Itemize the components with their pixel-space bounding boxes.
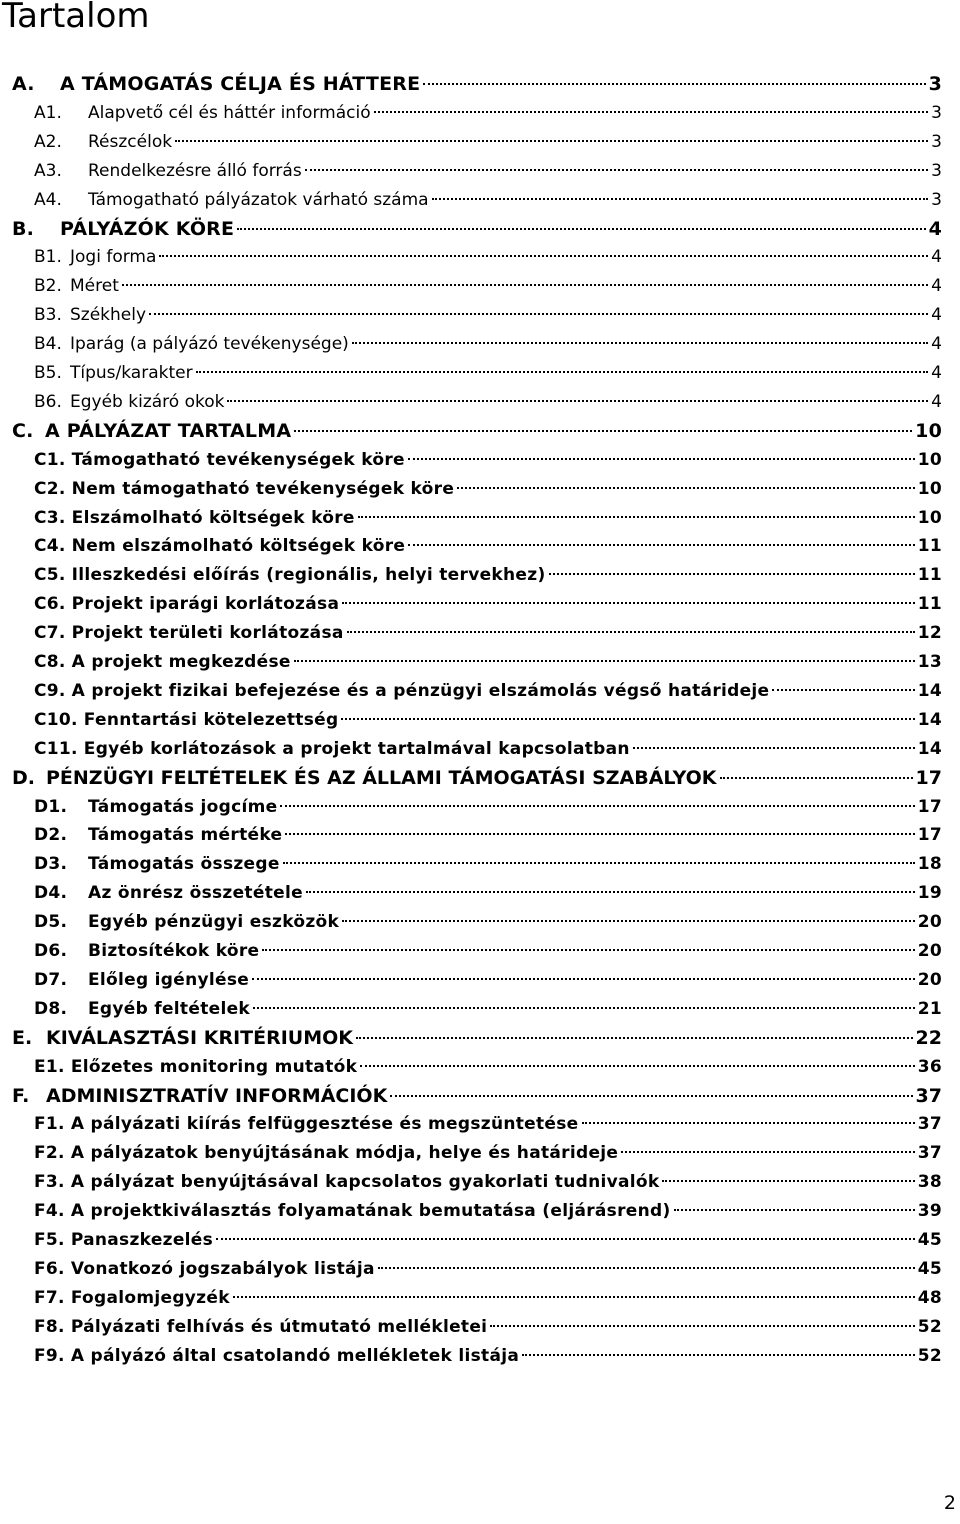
toc-entry-page: 17: [917, 825, 942, 846]
toc-entry-label: A pályázati kiírás felfüggesztése és megszüntetése: [70, 1114, 579, 1135]
toc-entry[interactable]: [34, 330, 942, 358]
toc-entry-label: Panaszkezelés: [70, 1230, 214, 1250]
toc-entry-label: A pályázatok benyújtásának módja, helye és határideje: [70, 1143, 619, 1164]
toc-entry-label: Elszámolható költségek köre: [71, 507, 355, 528]
toc-entry[interactable]: [34, 793, 942, 821]
dot-leader: [216, 1238, 915, 1240]
toc-entry-number: C6.: [34, 594, 66, 615]
toc-entry-page: 38: [917, 1172, 942, 1193]
toc-entry-label: Támogatás mértéke: [88, 825, 283, 846]
toc-entry-label: Méret: [70, 276, 119, 297]
toc-entry-page: 21: [917, 998, 942, 1019]
toc-entry-number: D8.: [34, 998, 68, 1019]
toc-entry-label: Rendelkezésre álló forrás: [88, 160, 302, 181]
toc-entry[interactable]: [34, 243, 942, 271]
dot-leader: [196, 371, 929, 373]
dot-leader: [356, 1037, 913, 1039]
dot-leader: [294, 660, 915, 662]
toc-entry-number: C8.: [34, 652, 66, 672]
page-title: Tartalom: [2, 0, 150, 36]
toc-entry-number: D5.: [34, 912, 68, 933]
toc-entry-number: A.: [12, 73, 35, 95]
toc-entry[interactable]: [34, 1110, 942, 1138]
toc-entry-page: 10: [917, 449, 942, 470]
toc-entry-label: Vonatkozó jogszabályok listája: [70, 1258, 375, 1279]
toc-entry-number: C1.: [34, 449, 66, 470]
toc-entry-number: A3.: [34, 160, 62, 181]
dot-leader: [285, 833, 914, 835]
dot-leader: [305, 169, 928, 171]
toc-entry-label: Egyéb pénzügyi eszközök: [88, 912, 340, 933]
toc-entry-number: C7.: [34, 623, 66, 644]
toc-entry[interactable]: [34, 446, 942, 474]
dot-leader: [159, 255, 928, 257]
toc-entry-page: 52: [917, 1345, 942, 1366]
toc-entry-page: 4: [931, 334, 942, 355]
toc-entry-page: 11: [917, 565, 942, 586]
toc-entry-label: Székhely: [70, 305, 147, 326]
toc-entry-number: F3.: [34, 1172, 65, 1193]
toc-entry-label: Nem támogatható tevékenységek köre: [71, 478, 455, 499]
toc-entry-number: A1.: [34, 102, 62, 123]
dot-leader: [408, 544, 915, 546]
toc-entry[interactable]: [34, 1139, 942, 1167]
toc-entry[interactable]: [12, 1024, 942, 1052]
toc-entry-number: C11.: [34, 738, 78, 759]
toc-entry-number: C4.: [34, 536, 66, 557]
toc-entry[interactable]: [34, 157, 942, 185]
toc-entry-number: C2.: [34, 478, 66, 499]
toc-entry[interactable]: [12, 70, 942, 98]
page-number: 2: [943, 1492, 956, 1514]
dot-leader: [280, 805, 914, 807]
toc-entry-number: D3.: [34, 854, 68, 875]
toc-entry-page: 3: [931, 189, 942, 210]
dot-leader: [390, 1095, 912, 1097]
toc-entry-page: 17: [915, 766, 942, 789]
toc-entry[interactable]: [34, 359, 942, 387]
toc-entry-page: 10: [915, 419, 942, 442]
toc-entry-label: Az önrész összetétele: [88, 883, 303, 904]
toc-entry-label: PÉNZÜGYI FELTÉTELEK ÉS AZ ÁLLAMI TÁMOGATÁSI SZABÁLYOK: [46, 766, 717, 789]
dot-leader: [621, 1151, 914, 1153]
toc-entry[interactable]: [34, 1255, 942, 1283]
toc-entry-page: 10: [917, 507, 942, 528]
toc-entry-label: A projekt megkezdése: [71, 652, 291, 672]
dot-leader: [233, 1296, 915, 1298]
toc-entry-number: C.: [12, 419, 34, 442]
dot-leader: [378, 1267, 915, 1269]
toc-entry[interactable]: [34, 995, 942, 1023]
toc-entry-label: A projektkiválasztás folyamatának bemutatása (eljárásrend): [70, 1201, 671, 1222]
toc-entry[interactable]: [34, 99, 942, 127]
toc-entry-number: C10.: [34, 709, 78, 730]
toc-entry-label: Alapvető cél és háttér információ: [88, 102, 371, 123]
dot-leader: [360, 1065, 915, 1067]
dot-leader: [352, 342, 928, 344]
toc-entry-number: D6.: [34, 941, 68, 961]
toc-entry-label: Részcélok: [88, 131, 173, 152]
toc-entry-label: KIVÁLASZTÁSI KRITÉRIUMOK: [46, 1026, 354, 1049]
dot-leader: [720, 777, 913, 779]
dot-leader: [237, 228, 925, 230]
dot-leader: [122, 284, 928, 286]
toc-entry[interactable]: [34, 1168, 942, 1196]
toc-entry-number: D.: [12, 766, 35, 789]
toc-entry[interactable]: [12, 1082, 942, 1110]
toc-entry-page: 39: [917, 1201, 942, 1222]
toc-entry-page: 4: [931, 363, 942, 383]
toc-entry-page: 3: [931, 102, 942, 123]
toc-entry-page: 37: [917, 1143, 942, 1164]
dot-leader: [294, 430, 912, 432]
toc-entry-number: F4.: [34, 1201, 65, 1222]
toc-entry-page: 12: [917, 623, 942, 644]
toc-entry-number: A4.: [34, 189, 62, 210]
dot-leader: [227, 400, 928, 402]
toc-entry-label: Illeszkedési előírás (regionális, helyi tervekhez): [71, 565, 546, 586]
toc-entry-page: 4: [931, 391, 942, 412]
toc-entry[interactable]: [34, 1342, 942, 1370]
toc-entry[interactable]: [34, 475, 942, 503]
toc-entry[interactable]: [34, 648, 942, 676]
toc-entry-number: B1.: [34, 247, 62, 268]
dot-leader: [253, 1007, 915, 1009]
toc-entry-page: 45: [917, 1258, 942, 1279]
dot-leader: [342, 602, 915, 604]
toc-entry[interactable]: [34, 301, 942, 329]
toc-entry-number: B3.: [34, 305, 62, 326]
dot-leader: [252, 978, 915, 980]
toc-entry-page: 10: [917, 478, 942, 499]
toc-entry[interactable]: [34, 504, 942, 532]
toc-entry[interactable]: [34, 1197, 942, 1225]
toc-entry[interactable]: [34, 1284, 942, 1312]
toc-entry-page: 18: [917, 854, 942, 875]
toc-entry-number: D7.: [34, 969, 68, 990]
dot-leader: [582, 1122, 915, 1124]
toc-entry-page: 14: [917, 738, 942, 759]
dot-leader: [432, 198, 929, 200]
toc-entry-page: 4: [931, 276, 942, 297]
toc-entry-label: Előleg igénylése: [88, 969, 250, 990]
toc-entry-page: 3: [931, 131, 942, 152]
toc-entry-page: 14: [917, 709, 942, 730]
dot-leader: [262, 949, 914, 951]
toc-entry[interactable]: [12, 215, 942, 243]
dot-leader: [457, 487, 915, 489]
dot-leader: [408, 458, 915, 460]
toc-entry-number: F1.: [34, 1114, 65, 1135]
toc-entry-page: 3: [928, 73, 942, 95]
toc-entry[interactable]: [34, 272, 942, 300]
toc-entry-page: 11: [917, 536, 942, 557]
dot-leader: [358, 516, 915, 518]
toc-entry-label: A TÁMOGATÁS CÉLJA ÉS HÁTTERE: [60, 73, 421, 95]
toc-entry-page: 11: [917, 594, 942, 615]
toc-entry-label: Egyéb korlátozások a projekt tartalmával kapcsolatban: [83, 738, 630, 759]
dot-leader: [490, 1325, 914, 1327]
toc-entry-label: Pályázati felhívás és útmutató mellékletei: [70, 1316, 488, 1337]
toc-entry-label: Támogatás összege: [88, 854, 280, 875]
dot-leader: [149, 313, 928, 315]
toc-entry-label: Támogatható tevékenységek köre: [71, 449, 405, 470]
toc-entry-page: 52: [917, 1316, 942, 1337]
dot-leader: [306, 891, 915, 893]
toc-entry[interactable]: [34, 821, 942, 849]
toc-entry[interactable]: [34, 677, 942, 705]
toc-entry-number: C3.: [34, 507, 66, 528]
toc-entry-page: 20: [917, 941, 942, 961]
toc-entry-page: 13: [917, 652, 942, 672]
toc-entry[interactable]: [34, 128, 942, 156]
toc-entry-number: B6.: [34, 391, 62, 412]
toc-entry-number: B2.: [34, 276, 62, 297]
toc-entry-page: 4: [931, 305, 942, 326]
dot-leader: [772, 689, 914, 691]
toc-entry[interactable]: [34, 1313, 942, 1341]
toc-entry[interactable]: [34, 850, 942, 878]
toc-entry-label: PÁLYÁZÓK KÖRE: [60, 217, 235, 240]
dot-leader: [347, 631, 915, 633]
toc-entry-page: 45: [917, 1230, 942, 1250]
toc-entry-page: 22: [915, 1026, 942, 1049]
toc-entry-label: A pályázat benyújtásával kapcsolatos gyakorlati tudnivalók: [70, 1172, 660, 1193]
toc-entry-label: Projekt területi korlátozása: [71, 623, 344, 644]
toc-entry-label: Támogatható pályázatok várható száma: [88, 189, 429, 210]
dot-leader: [175, 140, 928, 142]
toc-entry[interactable]: [12, 764, 942, 792]
toc-entry[interactable]: [34, 1226, 942, 1254]
toc-entry-page: 19: [917, 883, 942, 904]
toc-entry[interactable]: [34, 532, 942, 560]
toc-entry-label: Iparág (a pályázó tevékenysége): [70, 334, 349, 355]
toc-entry-number: F6.: [34, 1258, 65, 1279]
toc-entry-page: 20: [917, 912, 942, 933]
dot-leader: [662, 1180, 914, 1182]
toc-entry-label: Projekt iparági korlátozása: [71, 594, 340, 615]
toc-entry[interactable]: [12, 417, 942, 445]
toc-entry-page: 4: [928, 217, 942, 240]
dot-leader: [283, 862, 915, 864]
toc-entry-label: Fenntartási kötelezettség: [83, 709, 339, 730]
toc-entry-label: Egyéb kizáró okok: [70, 391, 225, 412]
toc-entry-page: 37: [917, 1114, 942, 1135]
toc-entry-number: E1.: [34, 1056, 65, 1077]
toc-entry[interactable]: [34, 706, 942, 734]
toc-entry[interactable]: [34, 186, 942, 214]
toc-entry-page: 14: [917, 680, 942, 701]
toc-entry-number: D1.: [34, 796, 68, 817]
toc-entry-page: 20: [917, 969, 942, 990]
dot-leader: [674, 1209, 915, 1211]
toc-entry-label: Nem elszámolható költségek köre: [71, 536, 406, 557]
toc-entry-label: A pályázó által csatolandó mellékletek listája: [70, 1345, 520, 1366]
toc-entry-number: B.: [12, 217, 35, 240]
toc-entry-label: Előzetes monitoring mutatók: [70, 1056, 358, 1077]
toc-entry-label: A PÁLYÁZAT TARTALMA: [45, 419, 292, 442]
toc-entry-number: B5.: [34, 363, 62, 383]
toc-entry-label: Jogi forma: [70, 247, 157, 268]
toc-entry-number: F5.: [34, 1230, 65, 1250]
dot-leader: [423, 83, 925, 85]
toc-entry-label: Biztosítékok köre: [88, 941, 260, 961]
toc-entry[interactable]: [34, 735, 942, 763]
toc-entry-page: 4: [931, 247, 942, 268]
toc-entry-page: 37: [915, 1084, 942, 1107]
toc-entry-label: A projekt fizikai befejezése és a pénzügyi elszámolás végső határideje: [71, 680, 770, 701]
toc-entry-label: Támogatás jogcíme: [88, 796, 278, 817]
dot-leader: [341, 718, 914, 720]
toc-entry-page: 17: [917, 796, 942, 817]
toc-entry-number: B4.: [34, 334, 62, 355]
toc-entry-number: C9.: [34, 680, 66, 701]
toc-entry-page: 36: [917, 1056, 942, 1077]
toc-entry-page: 48: [917, 1287, 942, 1308]
dot-leader: [522, 1354, 915, 1356]
toc-entry-number: D2.: [34, 825, 68, 846]
toc-entry-label: ADMINISZTRATÍV INFORMÁCIÓK: [46, 1084, 388, 1107]
toc-entry-label: Típus/karakter: [70, 363, 193, 383]
toc-entry[interactable]: [34, 590, 942, 618]
toc-entry[interactable]: [34, 388, 942, 416]
toc-entry[interactable]: [34, 908, 942, 936]
toc-entry-number: D4.: [34, 883, 68, 904]
dot-leader: [549, 573, 915, 575]
toc-entry[interactable]: [34, 619, 942, 647]
toc-entry-number: A2.: [34, 131, 62, 152]
toc-entry-number: F2.: [34, 1143, 65, 1164]
dot-leader: [342, 920, 915, 922]
toc-entry-number: F.: [12, 1084, 30, 1107]
toc-entry-number: F9.: [34, 1345, 65, 1366]
toc-entry[interactable]: [34, 879, 942, 907]
toc-entry[interactable]: [34, 1053, 942, 1081]
toc-entry[interactable]: [34, 561, 942, 589]
toc-entry[interactable]: [34, 937, 942, 965]
dot-leader: [374, 111, 929, 113]
toc-entry-number: E.: [12, 1026, 33, 1049]
toc-entry-label: Egyéb feltételek: [88, 998, 251, 1019]
toc-entry-number: F8.: [34, 1316, 65, 1337]
toc-entry[interactable]: [34, 966, 942, 994]
dot-leader: [633, 747, 915, 749]
toc-entry-page: 3: [931, 160, 942, 181]
toc-entry-label: Fogalomjegyzék: [70, 1287, 230, 1308]
toc-entry-number: C5.: [34, 565, 66, 586]
toc-entry-number: F7.: [34, 1287, 65, 1308]
